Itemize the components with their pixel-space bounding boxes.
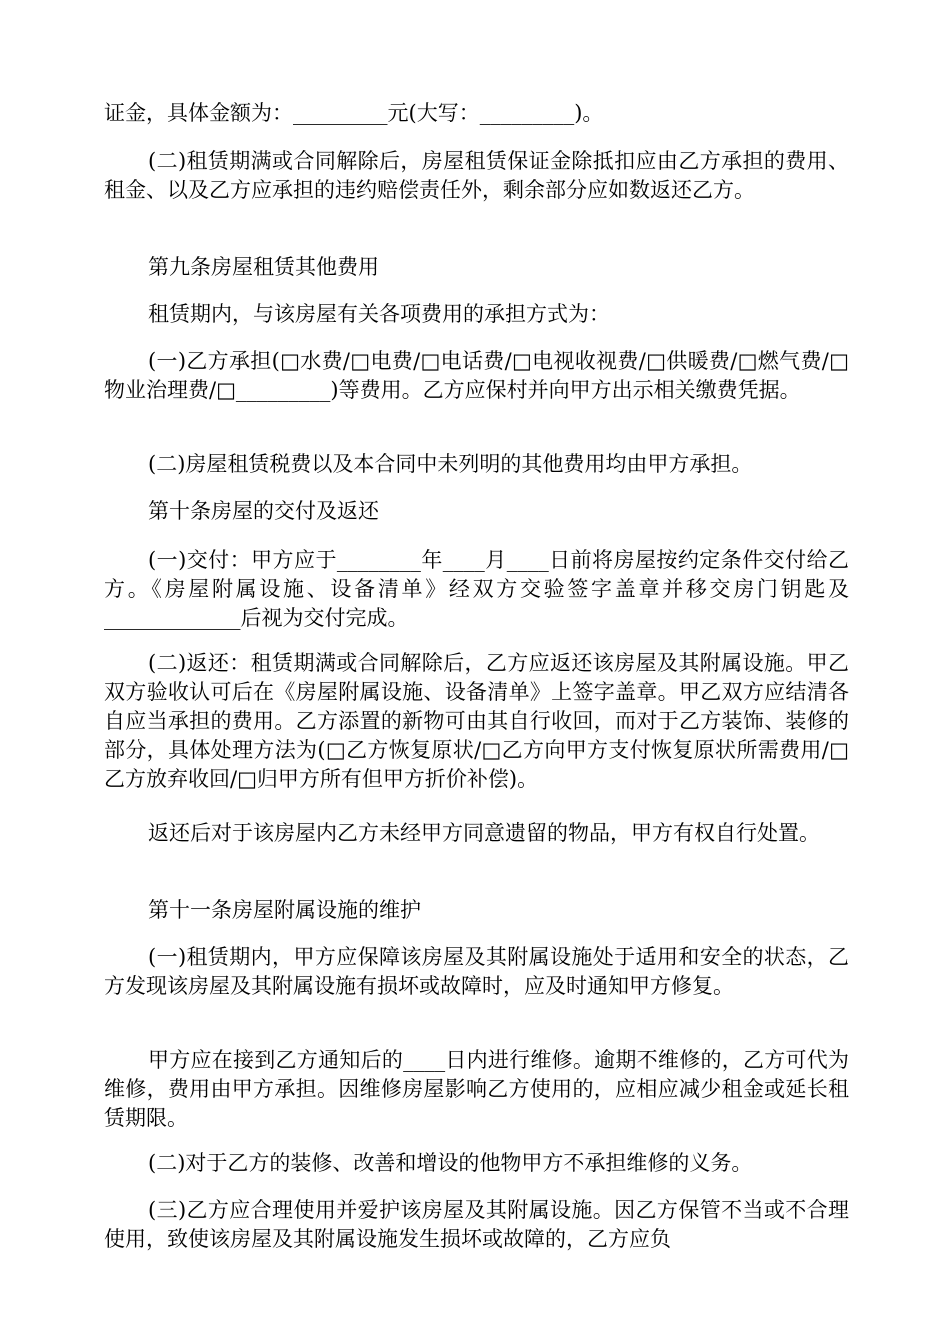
paragraph-left-items: 返还后对于该房屋内乙方未经甲方同意遗留的物品，甲方有权自行处置。 [148, 821, 820, 845]
paragraph-deposit-return: (二)租赁期满或合同解除后，房屋租赁保证金除抵扣应由乙方承担的费用、租金、以及乙方应承担的违约赔偿责任外，剩余部分应如数返还乙方。 [104, 149, 849, 202]
paragraph-fees-landlord: (二)房屋租赁税费以及本合同中未列明的其他费用均由甲方承担。 [148, 452, 753, 476]
paragraph-delivery: (一)交付：甲方应于________年____月____日前将房屋按约定条件交付给乙方。《房屋附属设施、设备清单》经双方交验签字盖章并移交房门钥匙及_____________后视为交付完成。 [104, 548, 849, 630]
heading-article-9: 第九条房屋租赁其他费用 [148, 255, 379, 279]
paragraph-tenant-care: (三)乙方应合理使用并爱护该房屋及其附属设施。因乙方保管不当或不合理使用，致使该房屋及其附属设施发生损坏或故障的，乙方应负 [104, 1198, 849, 1251]
heading-article-10: 第十条房屋的交付及返还 [148, 499, 379, 523]
paragraph-fees-intro: 租赁期内，与该房屋有关各项费用的承担方式为： [148, 302, 610, 326]
paragraph-repair-deadline: 甲方应在接到乙方通知后的____日内进行维修。逾期不维修的，乙方可代为维修，费用由甲方承担。因维修房屋影响乙方使用的，应相应减少租金或延长租赁期限。 [104, 1048, 849, 1130]
heading-article-11: 第十一条房屋附属设施的维护 [148, 898, 421, 922]
paragraph-tenant-improvements: (二)对于乙方的装修、改善和增设的他物甲方不承担维修的义务。 [148, 1151, 753, 1175]
paragraph-fees-tenant: (一)乙方承担(□水费/□电费/□电话费/□电视收视费/□供暖费/□燃气费/□物业治理费/□_________)等费用。乙方应保村并向甲方出示相关缴费凭据。 [104, 349, 849, 402]
paragraph-return: (二)返还：租赁期满或合同解除后，乙方应返还该房屋及其附属设施。甲乙双方验收认可后在《房屋附属设施、设备清单》上签字盖章。甲乙双方应结清各自应当承担的费用。乙方添置的新物可由其自行收回，而对于乙方装饰、装修的部分，具体处理方法为(□乙方恢复原状/□乙方向甲方支付恢复原状所需费用/□乙方放弃收回/□归甲方所有但甲方折价补偿)。 [104, 651, 849, 791]
paragraph-maintenance-duty: (一)租赁期内，甲方应保障该房屋及其附属设施处于适用和安全的状态，乙方发现该房屋及其附属设施有损坏或故障时，应及时通知甲方修复。 [104, 945, 849, 998]
paragraph-deposit-amount: 证金，具体金额为：_________元(大写：_________)。 [104, 101, 604, 125]
